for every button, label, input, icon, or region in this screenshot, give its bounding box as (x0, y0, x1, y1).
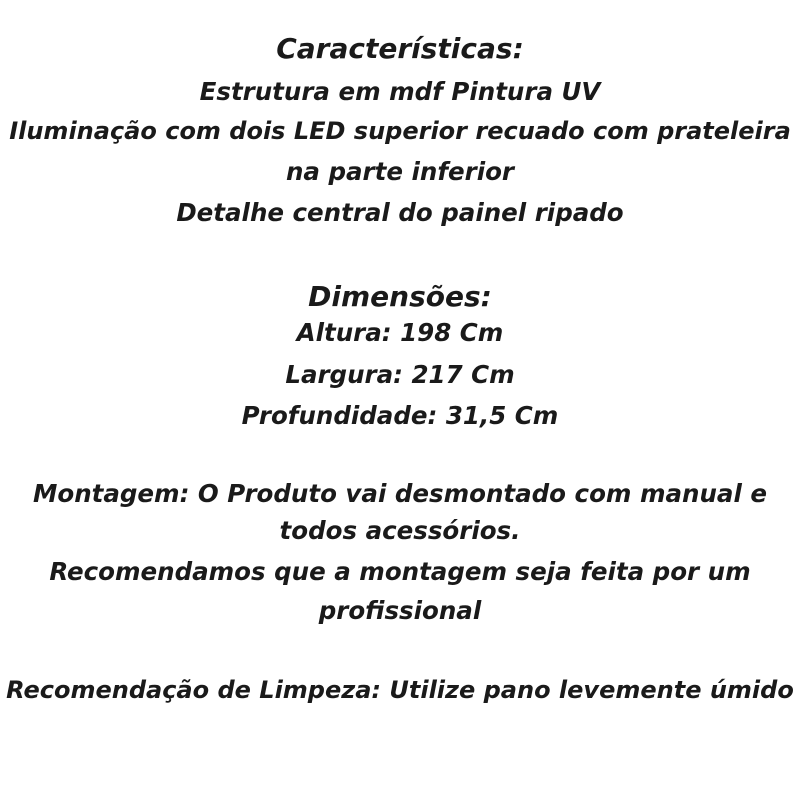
assembly-line: todos acessórios. (279, 516, 521, 545)
dimensions-heading: Dimensões: (308, 280, 492, 313)
cleaning-recommendation: Recomendação de Limpeza: Utilize pano levemente úmido (6, 676, 794, 704)
feature-line: Detalhe central do painel ripado (176, 198, 624, 227)
dimension-height: Altura: 198 Cm (296, 318, 504, 347)
feature-line: na parte inferior (285, 157, 515, 186)
dimension-width: Largura: 217 Cm (285, 360, 515, 389)
assembly-recommendation-line: Recomendamos que a montagem seja feita por um (49, 557, 751, 586)
features-heading: Características: (276, 32, 524, 65)
feature-line: Estrutura em mdf Pintura UV (199, 77, 601, 106)
feature-line: Iluminação com dois LED superior recuado com prateleira (9, 117, 791, 145)
dimension-depth: Profundidade: 31,5 Cm (241, 401, 559, 430)
assembly-recommendation-line: profissional (318, 596, 482, 625)
assembly-line: Montagem: O Produto vai desmontado com manual e (33, 479, 767, 508)
